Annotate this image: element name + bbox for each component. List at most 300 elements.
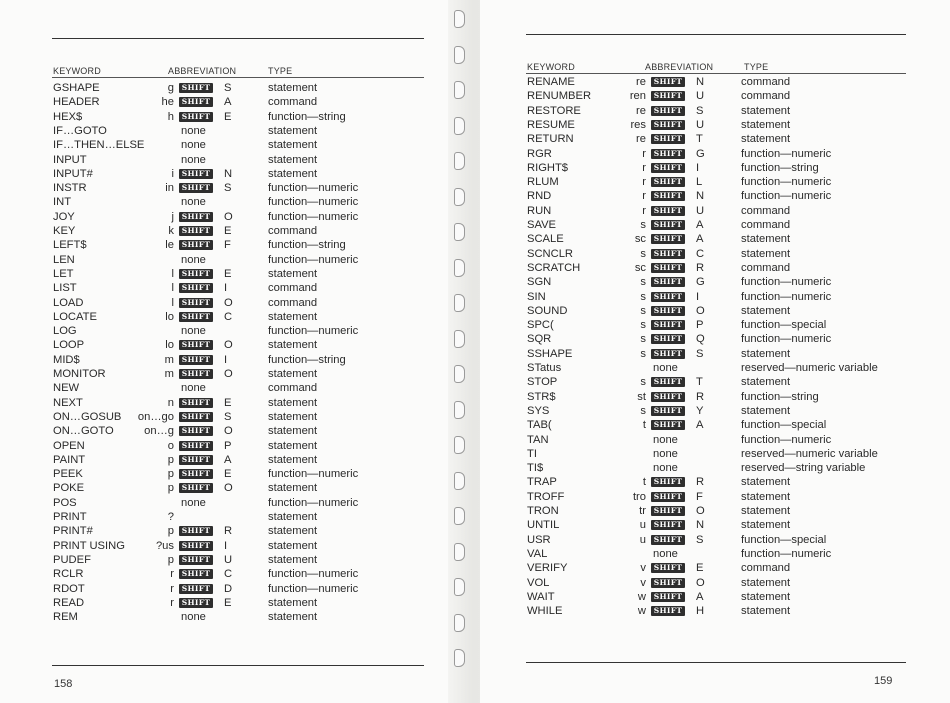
type-cell: function—numeric — [268, 182, 359, 195]
type-cell: command — [741, 261, 791, 274]
abbreviation-key: N — [224, 167, 233, 180]
shift-key-icon: SHIFT — [651, 563, 685, 573]
binding-ring — [454, 10, 465, 28]
abbreviation-key: E — [224, 110, 232, 123]
shift-key-icon: SHIFT — [651, 420, 685, 430]
type-cell: statement — [268, 511, 318, 523]
keyword-cell: WHILE — [527, 605, 563, 618]
table-row — [527, 561, 907, 575]
abbreviation-key: O — [224, 296, 233, 309]
abbreviation-key: E — [224, 225, 232, 237]
abbreviation-key: Q — [696, 333, 705, 346]
table-row — [53, 582, 425, 596]
type-cell: statement — [268, 368, 318, 380]
abbreviation-key: R — [696, 476, 705, 489]
abbreviation-prefix: i — [171, 167, 174, 180]
abbreviation-prefix: r — [642, 176, 646, 189]
table-row — [53, 210, 425, 224]
abbreviation-prefix: s — [640, 247, 646, 260]
keyword-cell: VAL — [527, 547, 548, 560]
keyword-cell: MONITOR — [53, 368, 106, 380]
keyword-cell: OPEN — [53, 439, 85, 452]
binding-ring — [454, 330, 465, 348]
shift-key-icon: SHIFT — [651, 277, 685, 287]
type-cell: statement — [741, 118, 791, 131]
table-row — [527, 204, 907, 218]
table-row — [527, 218, 907, 232]
abbreviation-prefix: r — [642, 161, 646, 174]
type-cell: command — [741, 219, 791, 231]
abbreviation-key: P — [224, 439, 232, 452]
type-cell: command — [741, 204, 791, 217]
shift-key-icon: SHIFT — [179, 226, 213, 236]
type-cell: function—numeric — [741, 276, 832, 289]
shift-key-icon: SHIFT — [179, 398, 213, 408]
abbreviation-prefix: l — [171, 296, 174, 309]
keyword-cell: SIN — [527, 290, 546, 303]
abbreviation-none: none — [653, 547, 678, 560]
abbreviation-prefix: ? — [167, 511, 174, 523]
abbreviation-key: S — [224, 182, 232, 195]
header-keyword: KEYWORD — [53, 66, 101, 76]
table-row — [53, 496, 425, 510]
table-row — [527, 261, 907, 275]
keyword-cell: RENAME — [527, 76, 575, 88]
binding-ring — [454, 472, 465, 490]
abbreviation-none: none — [653, 362, 678, 374]
shift-key-icon: SHIFT — [179, 97, 213, 107]
abbreviation-prefix: r — [642, 147, 646, 160]
keyword-cell: GSHAPE — [53, 82, 100, 94]
abbreviation-prefix: v — [640, 576, 646, 589]
type-cell: statement — [268, 310, 318, 323]
keyword-cell: RLUM — [527, 176, 559, 189]
keyword-cell: TRAP — [527, 476, 557, 489]
abbreviation-key: C — [224, 568, 233, 581]
abbreviation-prefix: tro — [632, 490, 646, 503]
abbreviation-key: O — [696, 304, 705, 317]
keyword-cell: RUN — [527, 204, 552, 217]
table-row — [527, 275, 907, 289]
keyword-cell: SGN — [527, 276, 552, 289]
abbreviation-prefix: re — [636, 104, 646, 117]
abbreviation-prefix: p — [167, 468, 174, 481]
abbreviation-none: none — [653, 433, 678, 446]
table-row — [527, 147, 907, 161]
type-cell: statement — [741, 304, 791, 317]
table-row — [53, 238, 425, 252]
type-cell: statement — [741, 590, 791, 603]
type-cell: function—numeric — [268, 496, 359, 509]
binding-ring — [454, 152, 465, 170]
type-cell: statement — [268, 611, 318, 624]
abbreviation-key: S — [696, 533, 704, 546]
shift-key-icon: SHIFT — [179, 355, 213, 365]
page-number: 159 — [874, 675, 893, 687]
type-cell: function—numeric — [268, 196, 359, 209]
table-row — [527, 504, 907, 518]
shift-key-icon: SHIFT — [179, 555, 213, 565]
abbreviation-key: D — [224, 582, 233, 595]
table-row — [527, 75, 907, 89]
abbreviation-none: none — [181, 382, 206, 395]
shift-key-icon: SHIFT — [179, 298, 213, 308]
type-cell: statement — [268, 139, 318, 152]
keyword-cell: INPUT# — [53, 167, 93, 180]
table-row — [527, 89, 907, 103]
keyword-cell: SCALE — [527, 233, 564, 246]
shift-key-icon: SHIFT — [179, 83, 213, 93]
abbreviation-prefix: h — [167, 110, 174, 123]
table-row — [53, 567, 425, 581]
abbreviation-prefix: k — [168, 225, 174, 237]
shift-key-icon: SHIFT — [179, 483, 213, 493]
type-cell: statement — [741, 133, 791, 146]
type-cell: statement — [741, 605, 791, 618]
type-cell: command — [741, 76, 791, 88]
type-cell: statement — [741, 376, 791, 389]
type-cell: function—numeric — [741, 290, 832, 303]
keyword-cell: VERIFY — [527, 562, 568, 575]
table-row — [53, 138, 425, 152]
shift-key-icon: SHIFT — [651, 377, 685, 387]
table-row — [53, 381, 425, 395]
shift-key-icon: SHIFT — [179, 598, 213, 608]
keyword-cell: STOP — [527, 376, 558, 389]
keyword-cell: SQR — [527, 333, 552, 346]
abbreviation-key: G — [696, 147, 705, 160]
abbreviation-prefix: m — [164, 353, 174, 366]
table-row — [527, 390, 907, 404]
binding-ring — [454, 401, 465, 419]
keyword-cell: TI$ — [527, 462, 544, 475]
shift-key-icon: SHIFT — [651, 206, 685, 216]
abbreviation-key: F — [224, 239, 231, 252]
table-row — [527, 418, 907, 432]
keyword-cell: PRINT — [53, 511, 87, 523]
table-row — [527, 175, 907, 189]
bottom-rule — [52, 665, 424, 666]
abbreviation-key: O — [224, 425, 233, 438]
type-cell: statement — [741, 104, 791, 117]
abbreviation-key: U — [696, 118, 705, 131]
abbreviation-key: I — [224, 353, 228, 366]
abbreviation-key: I — [224, 282, 228, 295]
shift-key-icon: SHIFT — [179, 269, 213, 279]
shift-key-icon: SHIFT — [651, 520, 685, 530]
table-row — [53, 396, 425, 410]
abbreviation-prefix: p — [167, 482, 174, 495]
abbreviation-prefix: p — [167, 553, 174, 566]
binding-ring — [454, 436, 465, 454]
keyword-cell: POKE — [53, 482, 85, 495]
abbreviation-key: O — [696, 505, 705, 517]
table-row — [527, 361, 907, 375]
shift-key-icon: SHIFT — [651, 492, 685, 502]
keyword-table-right — [527, 75, 907, 618]
type-cell: statement — [268, 410, 318, 423]
table-row — [53, 167, 425, 181]
abbreviation-none: none — [181, 124, 206, 137]
table-row — [527, 332, 907, 346]
shift-key-icon: SHIFT — [651, 177, 685, 187]
left-page — [0, 0, 470, 703]
type-cell: function—numeric — [268, 568, 359, 581]
table-row — [53, 539, 425, 553]
shift-key-icon: SHIFT — [651, 477, 685, 487]
shift-key-icon: SHIFT — [179, 283, 213, 293]
shift-key-icon: SHIFT — [179, 526, 213, 536]
type-cell: statement — [268, 124, 318, 137]
binding-ring — [454, 649, 465, 667]
abbreviation-none: none — [181, 325, 206, 338]
keyword-cell: USR — [527, 533, 551, 546]
abbreviation-prefix: in — [165, 182, 174, 195]
shift-key-icon: SHIFT — [179, 426, 213, 436]
type-cell: reserved—numeric variable — [741, 447, 878, 460]
abbreviation-key: N — [696, 519, 705, 532]
shift-key-icon: SHIFT — [651, 320, 685, 330]
table-row — [527, 189, 907, 203]
abbreviation-key: I — [696, 161, 700, 174]
type-cell: function—numeric — [741, 147, 832, 160]
binding-ring — [454, 365, 465, 383]
type-cell: function—string — [741, 161, 819, 174]
type-cell: statement — [268, 267, 318, 280]
keyword-cell: TAB( — [527, 419, 552, 432]
abbreviation-prefix: s — [640, 219, 646, 231]
type-cell: reserved—string variable — [741, 462, 866, 475]
abbreviation-prefix: on…g — [144, 425, 174, 438]
keyword-cell: TRON — [527, 505, 559, 517]
type-cell: function—numeric — [268, 582, 359, 595]
table-row — [53, 95, 425, 109]
type-cell: function—numeric — [268, 253, 359, 266]
table-row — [53, 296, 425, 310]
table-row — [53, 81, 425, 95]
abbreviation-prefix: u — [639, 519, 646, 532]
table-row — [527, 118, 907, 132]
table-row — [53, 524, 425, 538]
shift-key-icon: SHIFT — [651, 149, 685, 159]
table-row — [53, 110, 425, 124]
type-cell: function—numeric — [268, 210, 359, 223]
shift-key-icon: SHIFT — [179, 112, 213, 122]
table-row — [53, 481, 425, 495]
table-row — [527, 375, 907, 389]
abbreviation-key: N — [696, 76, 705, 88]
abbreviation-key: E — [696, 562, 704, 575]
type-cell: function—numeric — [741, 176, 832, 189]
abbreviation-prefix: ?us — [155, 539, 174, 552]
type-cell: statement — [741, 576, 791, 589]
abbreviation-prefix: p — [167, 525, 174, 538]
table-row — [527, 576, 907, 590]
keyword-cell: IF…THEN…ELSE — [53, 139, 145, 152]
type-cell: statement — [268, 153, 318, 166]
type-cell: function—numeric — [741, 433, 832, 446]
table-row — [527, 347, 907, 361]
binding-ring — [454, 46, 465, 64]
shift-key-icon: SHIFT — [651, 234, 685, 244]
abbreviation-prefix: r — [170, 596, 174, 609]
keyword-cell: HEADER — [53, 96, 100, 109]
keyword-cell: HEX$ — [53, 110, 83, 123]
table-row — [527, 247, 907, 261]
shift-key-icon: SHIFT — [179, 469, 213, 479]
abbreviation-none: none — [181, 139, 206, 152]
table-row — [527, 547, 907, 561]
keyword-cell: SCRATCH — [527, 261, 581, 274]
table-row — [527, 490, 907, 504]
shift-key-icon: SHIFT — [651, 191, 685, 201]
abbreviation-none: none — [181, 196, 206, 209]
type-cell: command — [268, 96, 318, 109]
keyword-cell: SAVE — [527, 219, 557, 231]
right-page — [480, 0, 950, 703]
shift-key-icon: SHIFT — [651, 392, 685, 402]
keyword-cell: JOY — [53, 210, 75, 223]
shift-key-icon: SHIFT — [651, 220, 685, 230]
binding-ring — [454, 543, 465, 561]
type-cell: function—special — [741, 533, 827, 546]
type-cell: function—numeric — [268, 325, 359, 338]
abbreviation-key: I — [224, 539, 228, 552]
shift-key-icon: SHIFT — [651, 578, 685, 588]
type-cell: statement — [268, 453, 318, 466]
header-underline — [526, 73, 906, 74]
type-cell: statement — [268, 167, 318, 180]
table-row — [527, 132, 907, 146]
type-cell: statement — [268, 539, 318, 552]
abbreviation-prefix: l — [171, 267, 174, 280]
type-cell: statement — [268, 482, 318, 495]
abbreviation-key: O — [224, 339, 233, 352]
shift-key-icon: SHIFT — [179, 312, 213, 322]
abbreviation-prefix: m — [164, 368, 174, 380]
abbreviation-prefix: s — [640, 404, 646, 417]
keyword-cell: NEXT — [53, 396, 83, 409]
type-cell: function—special — [741, 419, 827, 432]
abbreviation-none: none — [653, 447, 678, 460]
type-cell: statement — [268, 396, 318, 409]
table-row — [53, 310, 425, 324]
table-row — [53, 324, 425, 338]
abbreviation-prefix: s — [640, 276, 646, 289]
keyword-cell: SCNCLR — [527, 247, 574, 260]
type-cell: statement — [741, 347, 791, 360]
abbreviation-key: N — [696, 190, 705, 203]
abbreviation-key: C — [696, 247, 705, 260]
table-row — [53, 410, 425, 424]
header-type: TYPE — [268, 66, 293, 76]
table-row — [53, 281, 425, 295]
abbreviation-prefix: on…go — [137, 410, 174, 423]
type-cell: function—string — [741, 390, 819, 403]
abbreviation-key: U — [696, 204, 705, 217]
table-row — [527, 104, 907, 118]
abbreviation-prefix: n — [167, 396, 174, 409]
table-row — [53, 424, 425, 438]
abbreviation-key: T — [696, 133, 703, 146]
type-cell: statement — [741, 247, 791, 260]
abbreviation-key: A — [696, 590, 704, 603]
type-cell: statement — [741, 476, 791, 489]
table-row — [53, 124, 425, 138]
table-row — [527, 461, 907, 475]
top-rule — [52, 38, 424, 39]
abbreviation-prefix: r — [170, 582, 174, 595]
header-abbreviation: ABBREVIATION — [168, 66, 237, 76]
shift-key-icon: SHIFT — [179, 212, 213, 222]
table-row — [53, 610, 425, 624]
table-row — [527, 518, 907, 532]
abbreviation-prefix: tr — [639, 505, 646, 517]
keyword-cell: PEEK — [53, 468, 83, 481]
shift-key-icon: SHIFT — [651, 506, 685, 516]
abbreviation-key: O — [224, 210, 233, 223]
type-cell: statement — [741, 519, 791, 532]
abbreviation-key: E — [224, 468, 232, 481]
keyword-cell: LEN — [53, 253, 75, 266]
abbreviation-key: L — [696, 176, 703, 189]
shift-key-icon: SHIFT — [651, 106, 685, 116]
keyword-cell: INSTR — [53, 182, 87, 195]
shift-key-icon: SHIFT — [651, 263, 685, 273]
abbreviation-prefix: s — [640, 333, 646, 346]
header-type: TYPE — [744, 62, 769, 72]
abbreviation-prefix: o — [167, 439, 174, 452]
keyword-cell: LOG — [53, 325, 77, 338]
abbreviation-prefix: ren — [629, 90, 646, 103]
keyword-cell: STR$ — [527, 390, 556, 403]
abbreviation-key: S — [224, 82, 232, 94]
binding-ring — [454, 117, 465, 135]
abbreviation-key: P — [696, 319, 704, 332]
keyword-cell: POS — [53, 496, 77, 509]
table-row — [527, 475, 907, 489]
binding-ring — [454, 81, 465, 99]
shift-key-icon: SHIFT — [651, 91, 685, 101]
shift-key-icon: SHIFT — [179, 369, 213, 379]
table-row — [53, 367, 425, 381]
binding-ring — [454, 259, 465, 277]
table-row — [527, 433, 907, 447]
keyword-cell: RGR — [527, 147, 552, 160]
shift-key-icon: SHIFT — [179, 340, 213, 350]
abbreviation-prefix: g — [167, 82, 174, 94]
type-cell: statement — [741, 233, 791, 246]
binding-ring — [454, 294, 465, 312]
abbreviation-prefix: s — [640, 290, 646, 303]
abbreviation-key: A — [696, 219, 704, 231]
keyword-cell: RENUMBER — [527, 90, 592, 103]
keyword-cell: PRINT USING — [53, 539, 125, 552]
abbreviation-prefix: s — [640, 304, 646, 317]
type-cell: statement — [268, 82, 318, 94]
abbreviation-prefix: re — [636, 133, 646, 146]
header-underline — [52, 77, 424, 78]
table-row — [527, 590, 907, 604]
type-cell: function—string — [268, 239, 346, 252]
type-cell: function—string — [268, 353, 346, 366]
abbreviation-key: G — [696, 276, 705, 289]
type-cell: function—numeric — [741, 547, 832, 560]
type-cell: statement — [268, 553, 318, 566]
shift-key-icon: SHIFT — [651, 592, 685, 602]
abbreviation-prefix: w — [637, 590, 646, 603]
shift-key-icon: SHIFT — [651, 535, 685, 545]
